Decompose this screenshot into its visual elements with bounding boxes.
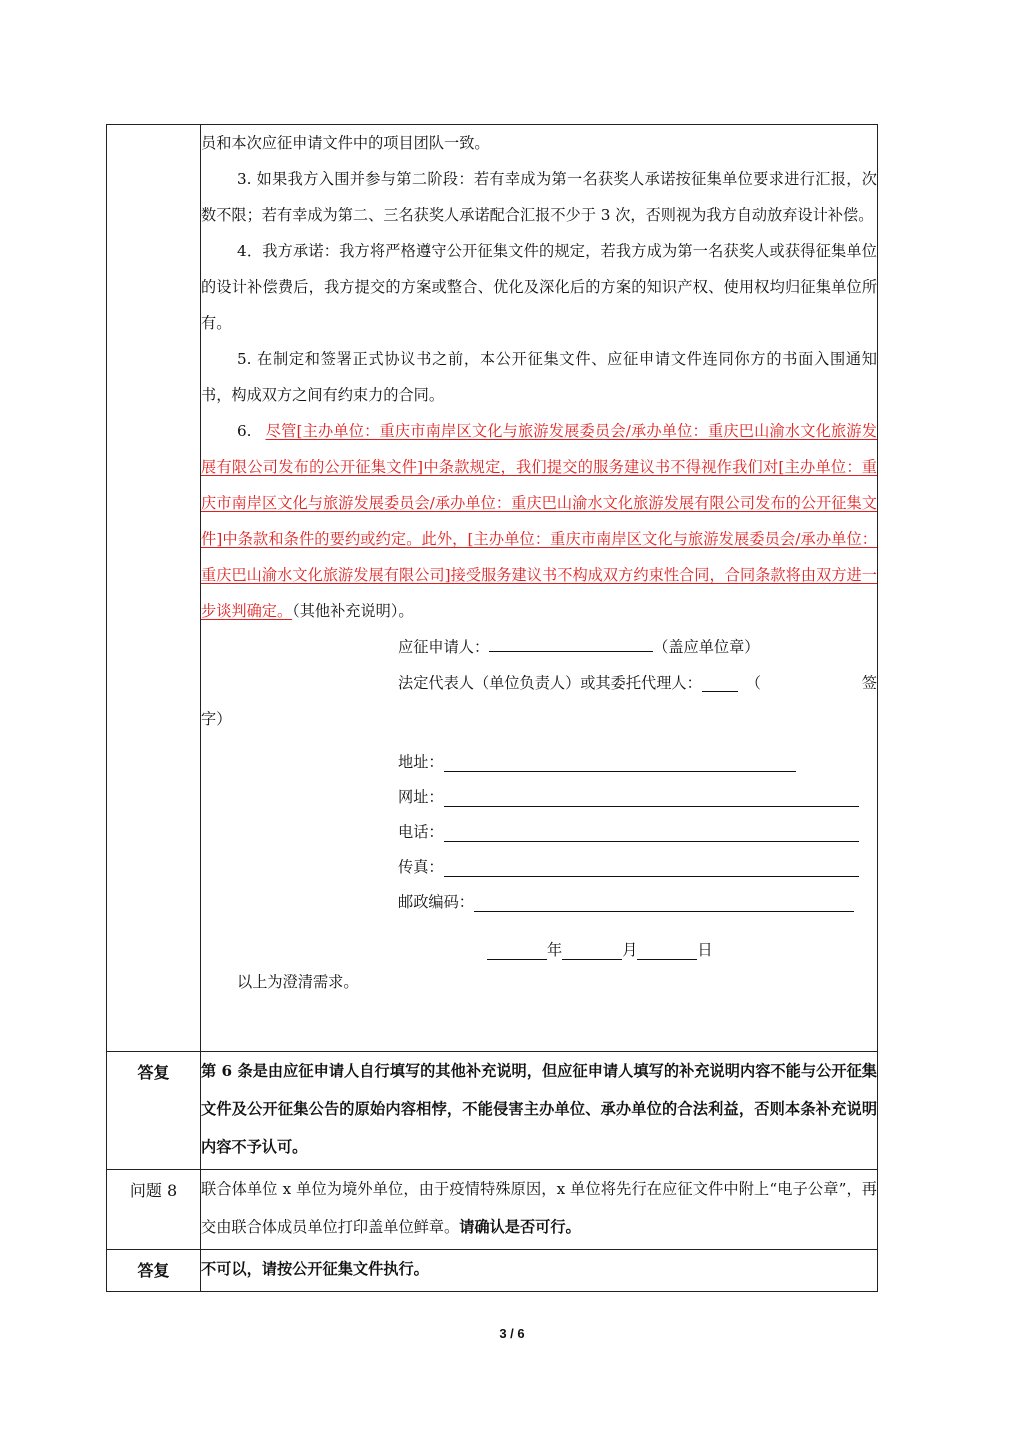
closing-line: 以上为澄清需求。 <box>237 973 359 991</box>
year-blank[interactable] <box>487 939 547 960</box>
clarification-table <box>106 124 878 1292</box>
table-row <box>107 1170 878 1250</box>
applicant-line: 应征申请人： （盖应单位章） <box>201 629 877 665</box>
answer-text: 不可以，请按公开征集文件执行。 <box>201 1260 429 1278</box>
item-4: 4．我方承诺：我方将严格遵守公开征集文件的规定，若我方成为第一名获奖人或获得征集单位的设计补偿费后，我方提交的方案或整合、优化及深化后的方案的知识产权、使用权均归征集单位所有。 <box>201 242 877 332</box>
item-6-suffix: （其他补充说明）。 <box>292 602 414 620</box>
address-row: 地址： <box>201 737 877 772</box>
row-content <box>201 1250 878 1292</box>
table-row <box>107 1250 878 1292</box>
table-row <box>107 1052 878 1170</box>
item-5: 5. 在制定和签署正式协议书之前，本公开征集文件、应征申请文件连同你方的书面入围通知书，构成双方之间有约束力的合同。 <box>201 350 877 404</box>
month-blank[interactable] <box>562 939 622 960</box>
item-6 <box>201 413 877 629</box>
day-blank[interactable] <box>637 939 697 960</box>
legal-rep-tail: 字） <box>201 710 232 728</box>
applicant-blank[interactable] <box>489 633 653 652</box>
date-row: 年 月 日 <box>201 912 877 960</box>
answer-text: 第 6 条是由应征申请人自行填写的其他补充说明，但应征申请人填写的补充说明内容不能与公开征集文件及公开征集公告的原始内容相悖，不能侵害主办单位、承办单位的合法利益，否则本条补充说明内容不予认可。 <box>201 1062 877 1156</box>
phone-blank[interactable] <box>444 819 859 842</box>
legal-rep-blank[interactable] <box>702 673 738 692</box>
page-number: 3 / 6 <box>499 1326 525 1341</box>
table-row <box>107 125 878 1052</box>
item-6-number: 6. <box>237 422 252 440</box>
fax-row: 传真： <box>201 842 877 877</box>
address-blank[interactable] <box>444 749 796 772</box>
legal-rep-line: 法定代表人（单位负责人）或其委托代理人： （ 签 <box>398 674 877 692</box>
continuation-line: 员和本次应征申请文件中的项目团队一致。 <box>201 134 490 152</box>
website-blank[interactable] <box>444 784 859 807</box>
content-cell <box>201 125 878 1052</box>
row-content <box>201 1052 878 1170</box>
empty-label-cell <box>107 125 201 1052</box>
postcode-row: 邮政编码： <box>201 877 877 912</box>
row-label: 问题 8 <box>107 1170 201 1250</box>
row-label: 答复 <box>107 1052 201 1170</box>
website-row: 网址： <box>201 772 877 807</box>
item-6-red-text: 尽管[主办单位：重庆市南岸区文化与旅游发展委员会/承办单位：重庆巴山渝水文化旅游发展有限公司发布的公开征集文件]中条款规定，我们提交的服务建议书不得视作我们对[主办单位：重庆市南岸区文化与旅游发展委员会/承办单位：重庆巴山渝水文化旅游发展有限公司发布的公开征集文件]中条款和条件的要约或约定。此外，[主办单位：重庆市南岸区文化与旅游发展委员会/承办单位：重庆巴山渝水文化旅游发展有限公司]接受服务建议书不构成双方约束性合同，合同条款将由双方进一步谈判确定。 <box>201 422 877 620</box>
row-label: 答复 <box>107 1250 201 1292</box>
question-text: 联合体单位 x 单位为境外单位，由于疫情特殊原因，x 单位将先行在应征文件中附上“电子公章”，再交由联合体成员单位打印盖单位鲜章。请确认是否可行。 <box>201 1180 877 1236</box>
row-content <box>201 1170 878 1250</box>
item-3: 3. 如果我方入围并参与第二阶段：若有幸成为第一名获奖人承诺按征集单位要求进行汇报，次数不限；若有幸成为第二、三名获奖人承诺配合汇报不少于 3 次，否则视为我方自动放弃设计补偿。 <box>201 170 877 224</box>
phone-row: 电话： <box>201 807 877 842</box>
postcode-blank[interactable] <box>474 889 854 912</box>
fax-blank[interactable] <box>444 854 859 877</box>
